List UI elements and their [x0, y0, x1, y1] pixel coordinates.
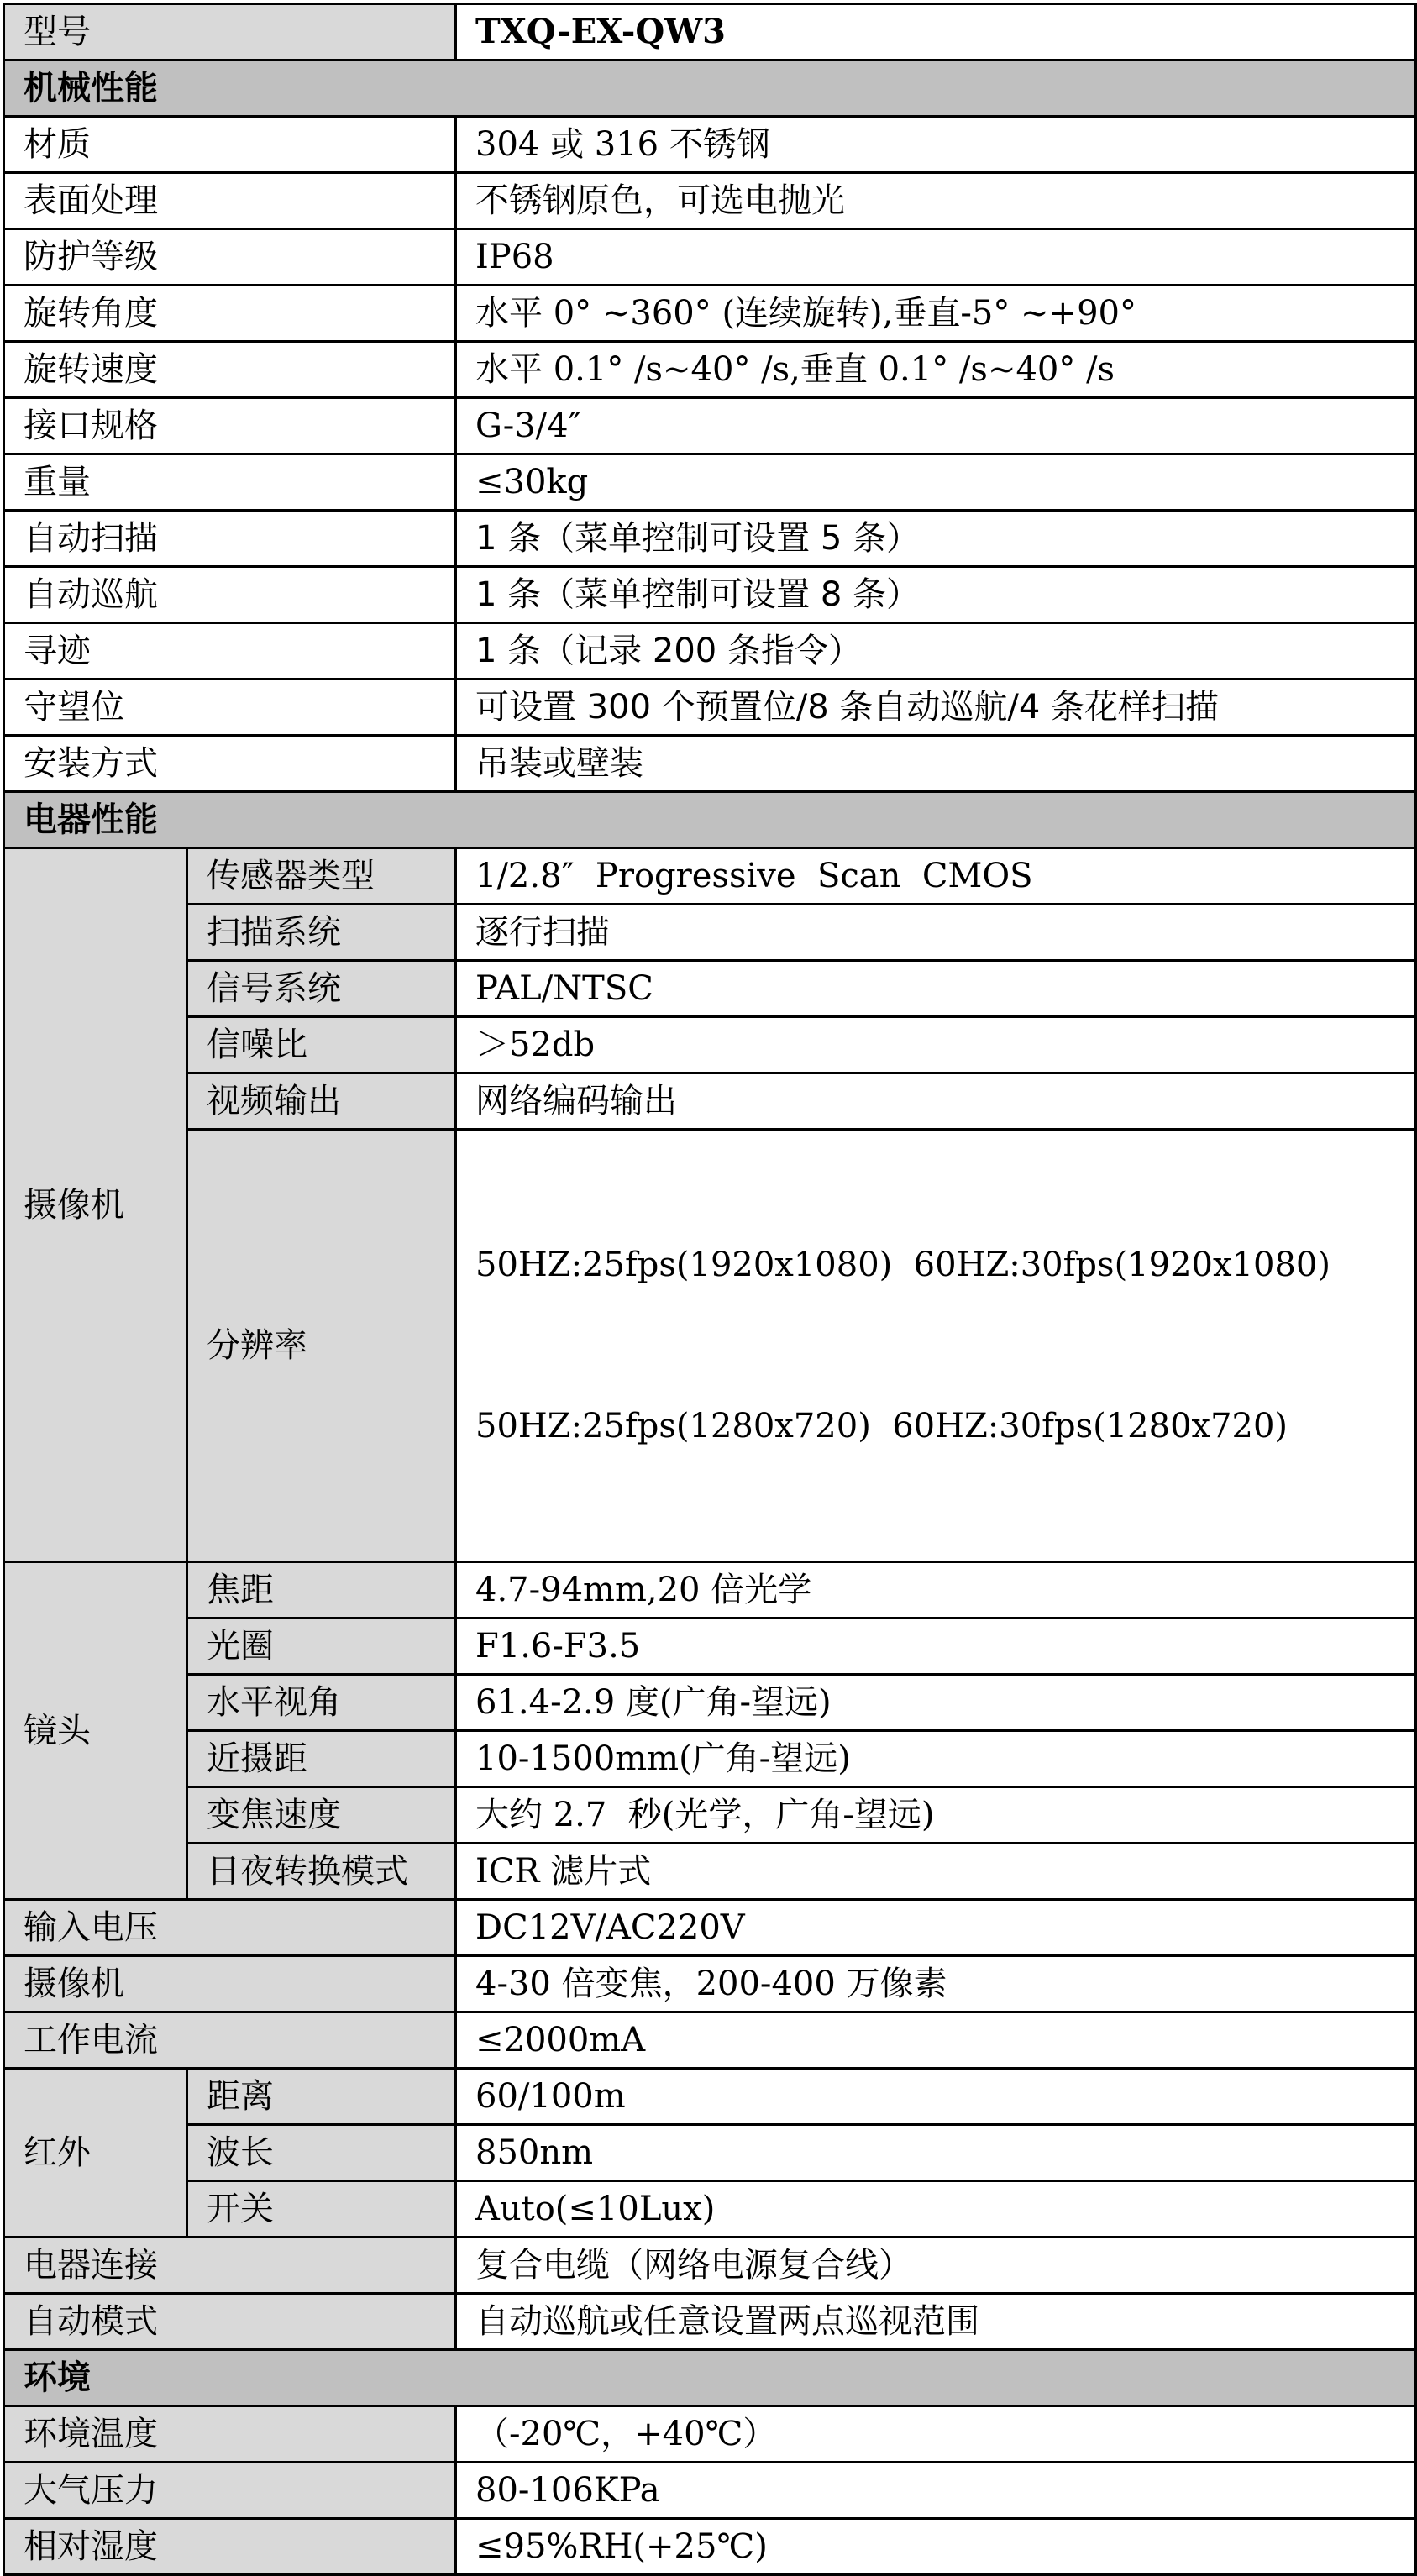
- spec-row: [4, 2125, 1416, 2181]
- spec-row: [4, 2238, 1416, 2294]
- spec-row: [4, 623, 1416, 679]
- spec-value: 10-1500mm(广角-望远): [456, 1731, 1416, 1787]
- spec-table: [3, 3, 1417, 2576]
- spec-row: [4, 1956, 1416, 2012]
- spec-row: [4, 848, 1416, 905]
- spec-value: G-3/4″: [456, 398, 1416, 454]
- spec-label: 传感器类型: [187, 848, 456, 905]
- spec-row: [4, 1900, 1416, 1956]
- spec-value: 60/100m: [456, 2069, 1416, 2125]
- spec-value: 4-30 倍变焦，200-400 万像素: [456, 1956, 1416, 2012]
- spec-value-resolution: [456, 1130, 1416, 1562]
- spec-label: 大气压力: [4, 2463, 456, 2519]
- spec-row: [4, 567, 1416, 623]
- spec-row: [4, 2519, 1416, 2575]
- spec-label: 信噪比: [187, 1017, 456, 1073]
- spec-value: 不锈钢原色，可选电抛光: [456, 173, 1416, 229]
- spec-value: 1 条（菜单控制可设置 5 条）: [456, 511, 1416, 567]
- spec-value: ICR 滤片式: [456, 1844, 1416, 1900]
- resolution-line-2: 50HZ:25fps(1280x720) 60HZ:30fps(1280x720): [475, 1407, 1288, 1445]
- spec-label: 寻迹: [4, 623, 456, 679]
- spec-row: [4, 2069, 1416, 2125]
- spec-value: 逐行扫描: [456, 905, 1416, 961]
- spec-label: 视频输出: [187, 1073, 456, 1130]
- spec-row: [4, 2406, 1416, 2463]
- spec-label: 分辨率: [187, 1130, 456, 1562]
- spec-label: 近摄距: [187, 1731, 456, 1787]
- spec-value: 大约 2.7 秒(光学，广角-望远): [456, 1787, 1416, 1844]
- spec-value: 水平 0.1° /s~40° /s,垂直 0.1° /s~40° /s: [456, 342, 1416, 398]
- spec-row: [4, 286, 1416, 342]
- spec-row: [4, 905, 1416, 961]
- spec-value: 80-106KPa: [456, 2463, 1416, 2519]
- spec-value: 61.4-2.9 度(广角-望远): [456, 1675, 1416, 1731]
- spec-label: 信号系统: [187, 961, 456, 1017]
- model-value: TXQ-EX-QW3: [456, 4, 1416, 60]
- spec-row: [4, 961, 1416, 1017]
- spec-row: [4, 173, 1416, 229]
- spec-label: 输入电压: [4, 1900, 456, 1956]
- group-label-camera: 摄像机: [4, 848, 187, 1562]
- section-header-environment: [4, 2350, 1416, 2406]
- spec-label: 自动模式: [4, 2294, 456, 2350]
- spec-row: [4, 1675, 1416, 1731]
- spec-value: 水平 0° ~360° (连续旋转),垂直-5° ~+90°: [456, 286, 1416, 342]
- spec-row: [4, 2181, 1416, 2238]
- spec-row: [4, 342, 1416, 398]
- spec-label: 焦距: [187, 1562, 456, 1619]
- spec-value: 850nm: [456, 2125, 1416, 2181]
- spec-row: [4, 454, 1416, 511]
- spec-label: 旋转速度: [4, 342, 456, 398]
- spec-row: [4, 117, 1416, 173]
- spec-value: ≤2000mA: [456, 2012, 1416, 2069]
- spec-row-model: [4, 4, 1416, 60]
- spec-label: 日夜转换模式: [187, 1844, 456, 1900]
- spec-label: 变焦速度: [187, 1787, 456, 1844]
- spec-row-resolution: [4, 1130, 1416, 1562]
- spec-label: 自动巡航: [4, 567, 456, 623]
- spec-row: [4, 1731, 1416, 1787]
- spec-label: 光圈: [187, 1619, 456, 1675]
- spec-row: [4, 1017, 1416, 1073]
- spec-value: Auto(≤10Lux): [456, 2181, 1416, 2238]
- section-title-electrical: 电器性能: [4, 792, 1416, 848]
- group-label-infrared: 红外: [4, 2069, 187, 2238]
- spec-label: 相对湿度: [4, 2519, 456, 2575]
- spec-value: ＞52db: [456, 1017, 1416, 1073]
- spec-row: [4, 1844, 1416, 1900]
- spec-value: ≤30kg: [456, 454, 1416, 511]
- spec-label: 材质: [4, 117, 456, 173]
- section-header-mechanical: [4, 60, 1416, 117]
- spec-row: [4, 679, 1416, 736]
- spec-row: [4, 229, 1416, 286]
- spec-row: [4, 1562, 1416, 1619]
- section-header-electrical: [4, 792, 1416, 848]
- spec-value: 可设置 300 个预置位/8 条自动巡航/4 条花样扫描: [456, 679, 1416, 736]
- spec-value: PAL/NTSC: [456, 961, 1416, 1017]
- spec-label: 自动扫描: [4, 511, 456, 567]
- spec-label: 电器连接: [4, 2238, 456, 2294]
- spec-value: 4.7-94mm,20 倍光学: [456, 1562, 1416, 1619]
- spec-value: 304 或 316 不锈钢: [456, 117, 1416, 173]
- spec-value: 网络编码输出: [456, 1073, 1416, 1130]
- spec-row: [4, 736, 1416, 792]
- spec-row: [4, 2294, 1416, 2350]
- spec-value: DC12V/AC220V: [456, 1900, 1416, 1956]
- group-label-lens: 镜头: [4, 1562, 187, 1900]
- spec-value: 1/2.8″ Progressive Scan CMOS: [456, 848, 1416, 905]
- spec-value: IP68: [456, 229, 1416, 286]
- spec-value: F1.6-F3.5: [456, 1619, 1416, 1675]
- spec-label: 环境温度: [4, 2406, 456, 2463]
- spec-label: 守望位: [4, 679, 456, 736]
- spec-row: [4, 2012, 1416, 2069]
- spec-row: [4, 398, 1416, 454]
- section-title-environment: 环境: [4, 2350, 1416, 2406]
- resolution-line-1: 50HZ:25fps(1920x1080) 60HZ:30fps(1920x1080): [475, 1246, 1330, 1284]
- spec-label: 旋转角度: [4, 286, 456, 342]
- spec-value: 吊装或壁装: [456, 736, 1416, 792]
- spec-label: 摄像机: [4, 1956, 456, 2012]
- spec-value: 复合电缆（网络电源复合线）: [456, 2238, 1416, 2294]
- spec-value: 1 条（记录 200 条指令）: [456, 623, 1416, 679]
- spec-label: 水平视角: [187, 1675, 456, 1731]
- spec-row: [4, 511, 1416, 567]
- spec-label: 开关: [187, 2181, 456, 2238]
- spec-value: ≤95%RH(+25℃): [456, 2519, 1416, 2575]
- spec-label: 表面处理: [4, 173, 456, 229]
- spec-value: 自动巡航或任意设置两点巡视范围: [456, 2294, 1416, 2350]
- spec-value: 1 条（菜单控制可设置 8 条）: [456, 567, 1416, 623]
- spec-label: 防护等级: [4, 229, 456, 286]
- model-label: 型号: [4, 4, 456, 60]
- spec-label: 距离: [187, 2069, 456, 2125]
- spec-row: [4, 1787, 1416, 1844]
- section-title-mechanical: 机械性能: [4, 60, 1416, 117]
- spec-label: 工作电流: [4, 2012, 456, 2069]
- spec-label: 重量: [4, 454, 456, 511]
- spec-row: [4, 1073, 1416, 1130]
- spec-label: 接口规格: [4, 398, 456, 454]
- spec-label: 波长: [187, 2125, 456, 2181]
- spec-label: 扫描系统: [187, 905, 456, 961]
- spec-row: [4, 1619, 1416, 1675]
- spec-row: [4, 2463, 1416, 2519]
- spec-label: 安装方式: [4, 736, 456, 792]
- spec-value: （-20℃，+40℃）: [456, 2406, 1416, 2463]
